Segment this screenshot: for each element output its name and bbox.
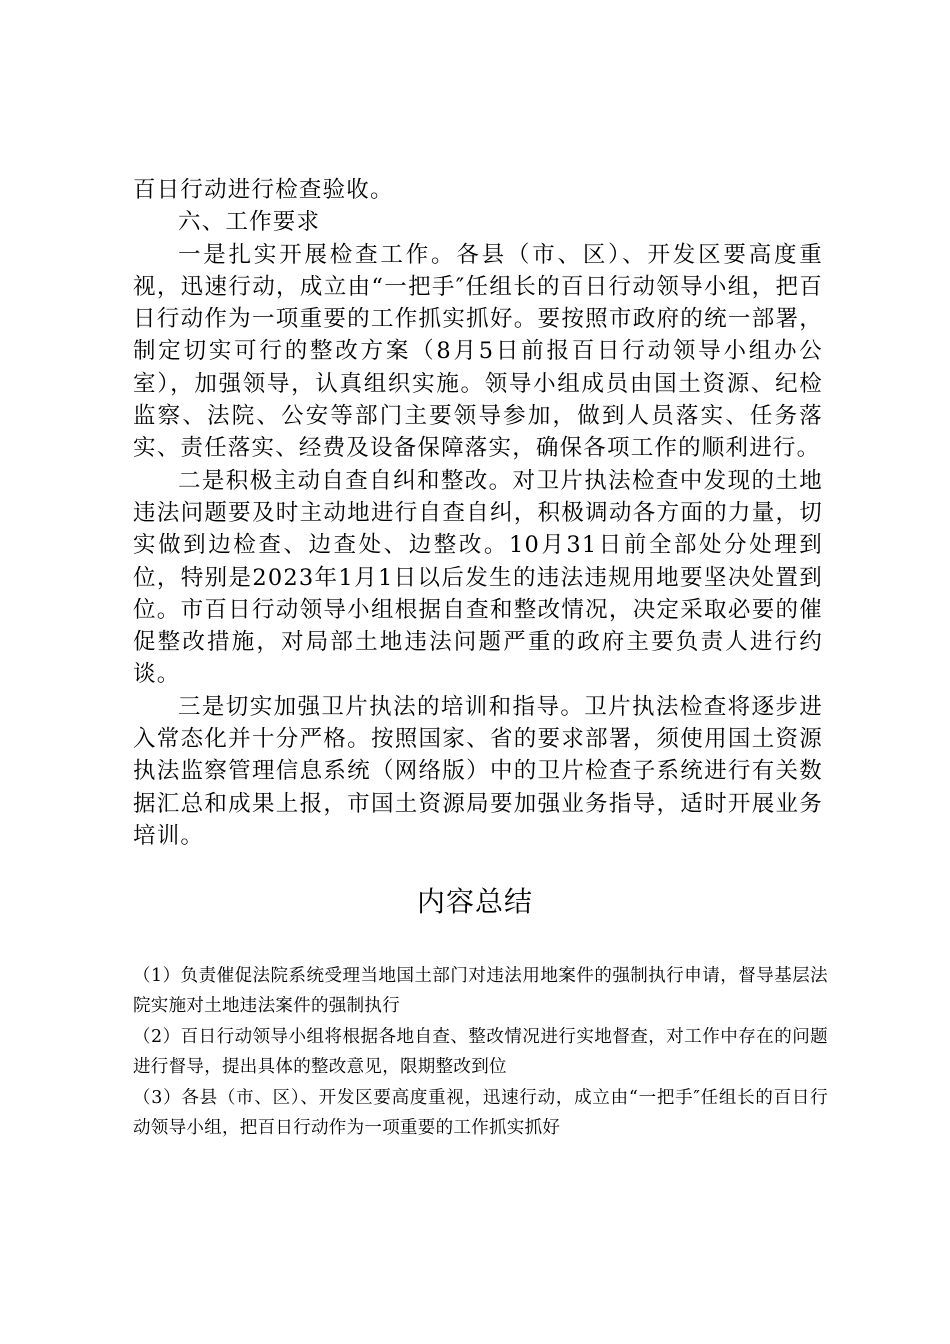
paragraph-3: 三是切实加强卫片执法的培训和指导。卫片执法检查将逐步进入常态化并十分严格。按照国家、省的要求部署，须使用国土资源执法监察管理信息系统（网络版）中的卫片检查子系统进行有关数据汇总和成果上报，市国土资源局要加强业务指导，适时开展业务培训。 <box>133 693 823 849</box>
summary-item-3: （3）各县（市、区）、开发区要高度重视，迅速行动，成立由“一把手″任组长的百日行动领导小组，把百日行动作为一项重要的工作抓实抓好 <box>133 1088 828 1138</box>
summary-item-2: （2）百日行动领导小组将根据各地自查、整改情况进行实地督查，对工作中存在的问题进行督导，提出具体的整改意见，限期整改到位 <box>133 1027 828 1077</box>
paragraph-2: 二是积极主动自查自纠和整改。对卫片执法检查中发现的土地违法问题要及时主动地进行自查自纠，积极调动各方面的力量，切实做到边检查、边查处、边整改。10月31日前全部处分处理到位，特别是2023年1月1日以后发生的违法违规用地要坚决处置到位。市百日行动领导小组根据自查和整改情况，决定采取必要的催促整改措施，对局部土地违法问题严重的政府主要负责人进行约谈。 <box>133 467 823 688</box>
summary-title: 内容总结 <box>416 885 533 918</box>
paragraph-1: 一是扎实开展检查工作。各县（市、区）、开发区要高度重视，迅速行动，成立由“一把手″任组长的百日行动领导小组，把百日行动作为一项重要的工作抓实抓好。要按照市政府的统一部署，制定切实可行的整改方案（8月5日前报百日行动领导小组办公室），加强领导，认真组织实施。领导小组成员由国土资源、纪检监察、法院、公安等部门主要领导参加，做到人员落实、任务落实、责任落实、经费及设备保障落实，确保各项工作的顺利进行。 <box>133 241 823 462</box>
section-heading: 六、工作要求 <box>178 209 321 236</box>
body-text <box>133 174 823 852</box>
continuation-line: 百日行动进行检查验收。 <box>133 177 394 203</box>
summary-list <box>133 962 828 1145</box>
summary-item-1: （1）负责催促法院系统受理当地国土部门对违法用地案件的强制执行申请，督导基层法院实施对土地违法案件的强制执行 <box>133 966 828 1016</box>
